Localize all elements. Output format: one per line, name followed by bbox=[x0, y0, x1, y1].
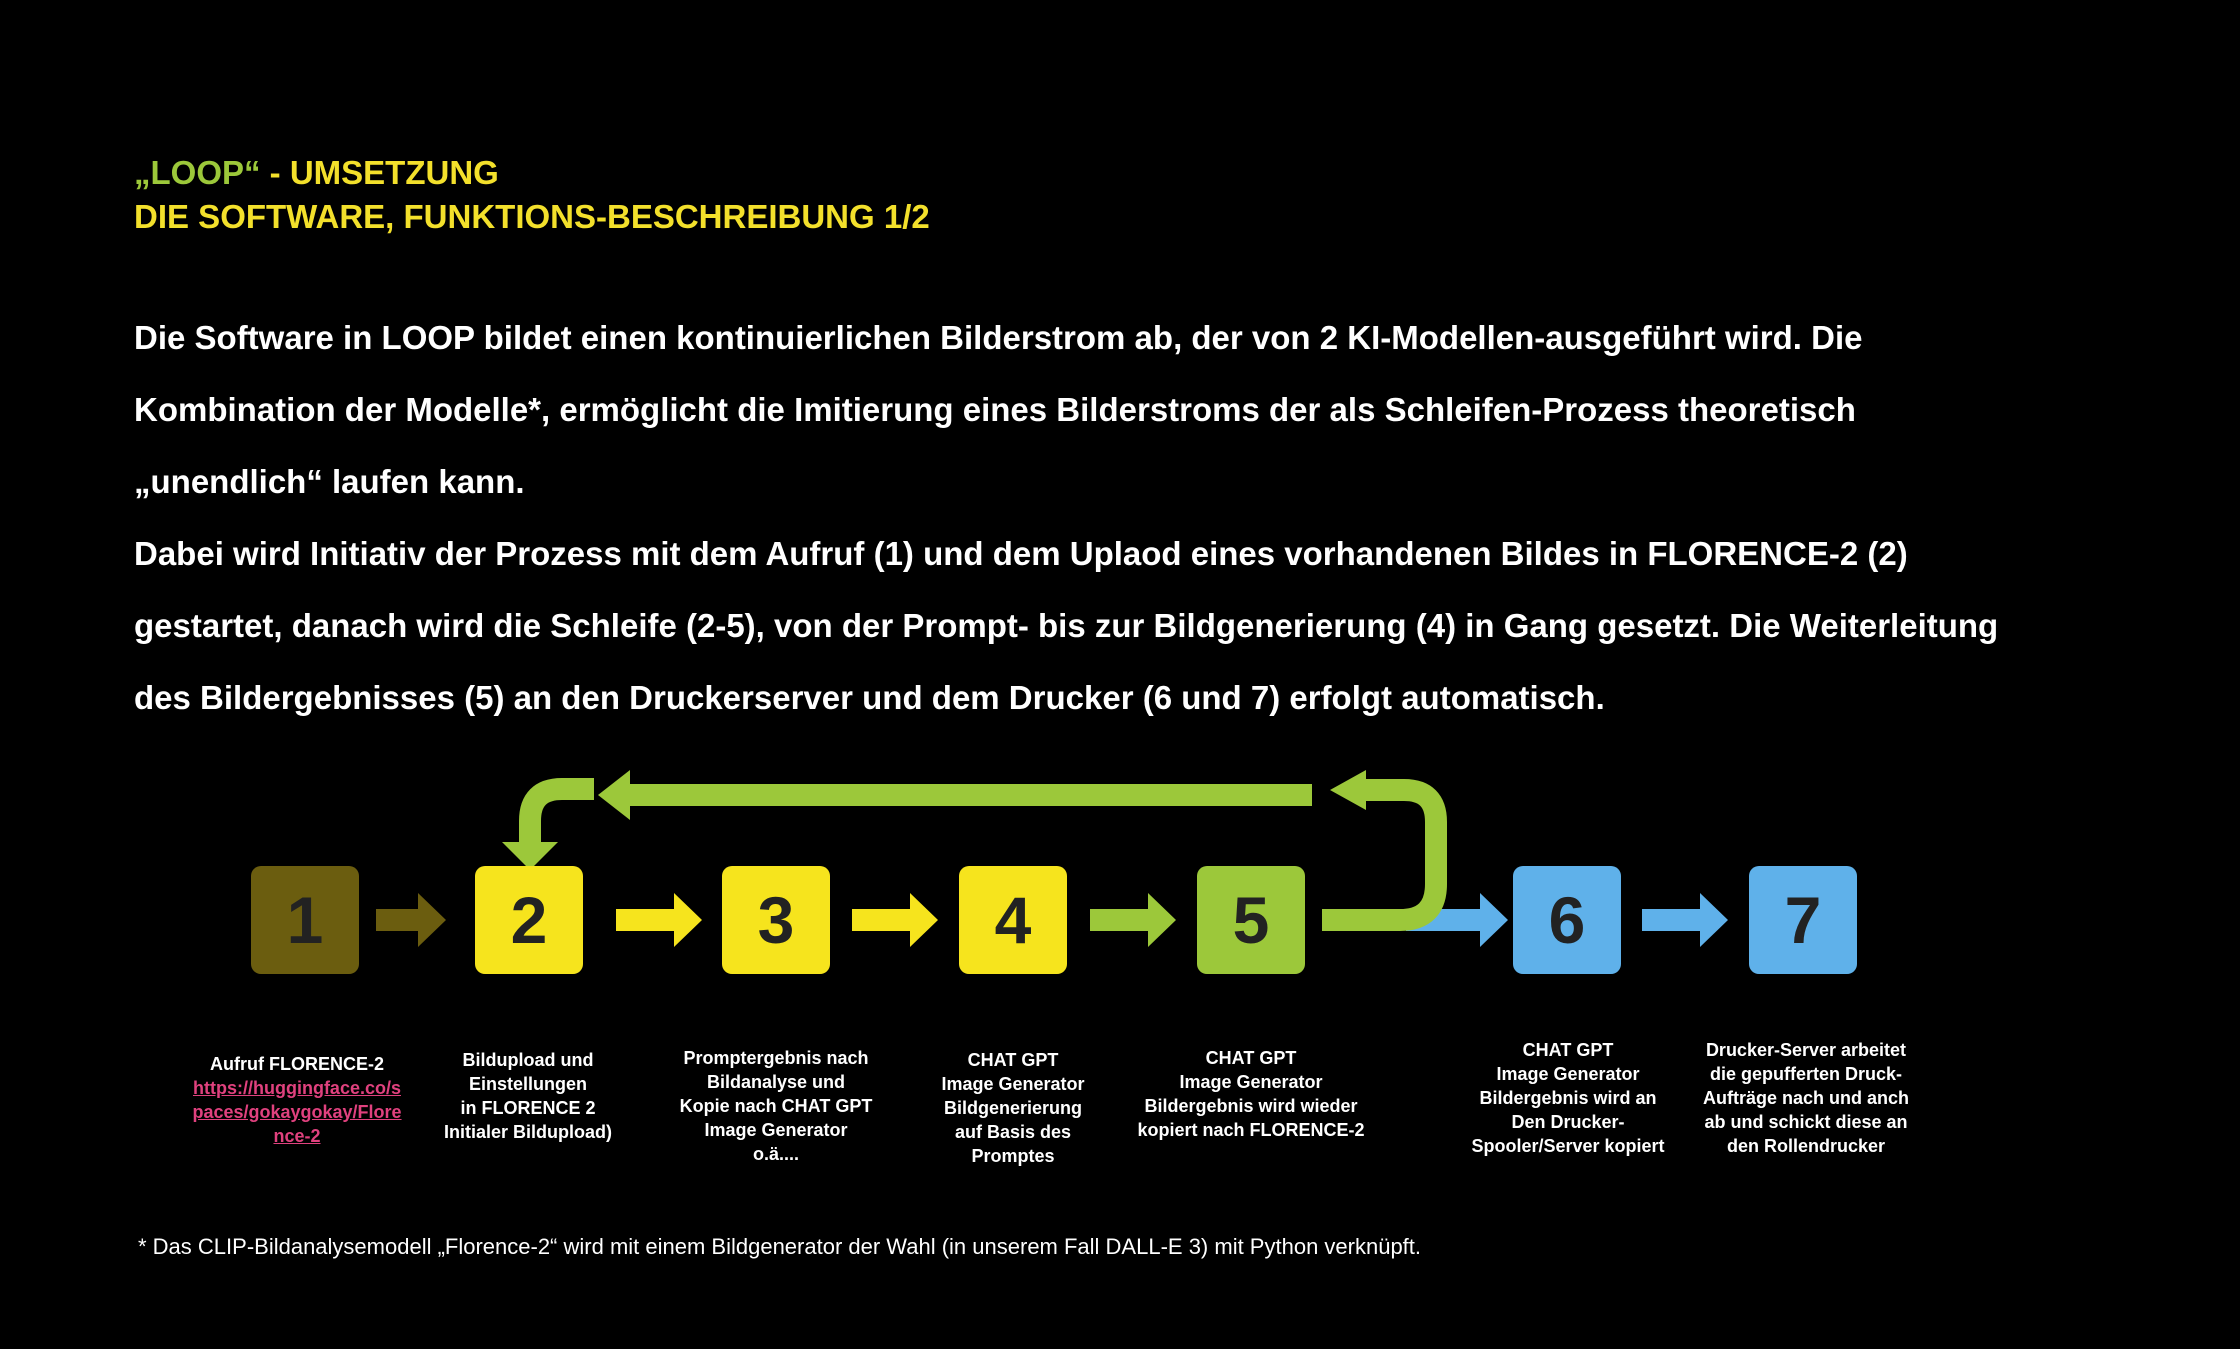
slide-heading-line-2: DIE SOFTWARE, FUNKTIONS-BESCHREIBUNG 1/2 bbox=[134, 198, 930, 235]
step-caption-3 bbox=[656, 1046, 896, 1166]
arrow-4-to-5 bbox=[1090, 893, 1176, 947]
step-caption-2 bbox=[408, 1048, 648, 1144]
caption-line: Spooler/Server kopiert bbox=[1471, 1136, 1665, 1156]
caption-line: Bildgenerierung bbox=[943, 1098, 1082, 1118]
footnote: * Das CLIP-Bildanalysemodell „Florence-2“ wird mit einem Bildgenerator der Wahl (in unserem Fall DALL-E 3) mit Python verknüpft. bbox=[138, 1234, 1422, 1259]
caption-line: Initialer Bildupload) bbox=[443, 1122, 612, 1142]
step-box-4 bbox=[959, 866, 1067, 974]
caption-line: Drucker-Server arbeitet bbox=[1705, 1040, 1907, 1060]
arrow-3-to-4 bbox=[852, 893, 938, 947]
caption-line: die gepufferten Druck- bbox=[1709, 1064, 1903, 1084]
step-caption-6 bbox=[1448, 1038, 1688, 1158]
caption-line: Bildanalyse und bbox=[706, 1072, 846, 1092]
step-number: 7 bbox=[1784, 883, 1822, 957]
step-box-7 bbox=[1749, 866, 1857, 974]
paragraph-line: des Bildergebnisses (5) an den Druckerserver und dem Drucker (6 und 7) erfolgt automatisch. bbox=[134, 679, 1605, 716]
caption-line: o.ä.... bbox=[752, 1144, 799, 1164]
link-line: paces/gokaygokay/Flore bbox=[192, 1102, 402, 1122]
caption-line: Bildergebnis wird wieder bbox=[1144, 1096, 1358, 1116]
paragraph-line: Dabei wird Initiativ der Prozess mit dem Aufruf (1) und dem Uplaod eines vorhandenen Bildes in FLORENCE-2 (2) bbox=[134, 535, 1908, 572]
step-caption-4 bbox=[893, 1048, 1133, 1168]
florence-link[interactable] bbox=[177, 1076, 417, 1148]
step-caption-5 bbox=[1131, 1046, 1371, 1142]
caption-line: Image Generator bbox=[1496, 1064, 1640, 1084]
caption-line: Kopie nach CHAT GPT bbox=[679, 1096, 873, 1116]
step-caption-1 bbox=[177, 1052, 417, 1148]
caption-line: Image Generator bbox=[941, 1074, 1085, 1094]
caption-line: Bildupload und bbox=[462, 1050, 594, 1070]
step-box-5 bbox=[1197, 866, 1305, 974]
step-box-6 bbox=[1513, 866, 1621, 974]
caption-line: CHAT GPT bbox=[1522, 1040, 1614, 1060]
caption-line: ab und schickt diese an bbox=[1704, 1112, 1908, 1132]
step-number: 1 bbox=[286, 883, 324, 957]
caption-line: Aufruf FLORENCE-2 bbox=[210, 1054, 384, 1074]
caption-line: in FLORENCE 2 bbox=[460, 1098, 596, 1118]
loop-arrowhead-right bbox=[1330, 770, 1366, 810]
paragraph-line: gestartet, danach wird die Schleife (2-5), von der Prompt- bis zur Bildgenerierung (4) in Gang gesetzt. Die Weiterleitung bbox=[134, 607, 1999, 644]
step-number: 6 bbox=[1548, 883, 1586, 957]
arrow-2-to-3 bbox=[616, 893, 702, 947]
arrow-6-to-7 bbox=[1642, 893, 1728, 947]
step-caption-7 bbox=[1686, 1038, 1926, 1158]
caption-line: Bildergebnis wird an bbox=[1479, 1088, 1657, 1108]
link-line: https://huggingface.co/s bbox=[192, 1078, 401, 1098]
step-box-3 bbox=[722, 866, 830, 974]
caption-line: Den Drucker- bbox=[1511, 1112, 1625, 1132]
step-box-2 bbox=[475, 866, 583, 974]
paragraph-line: „unendlich“ laufen kann. bbox=[134, 463, 525, 500]
caption-line: auf Basis des bbox=[954, 1122, 1072, 1142]
caption-line: Aufträge nach und anch bbox=[1702, 1088, 1909, 1108]
step-number: 3 bbox=[757, 883, 795, 957]
heading-rest: - UMSETZUNG bbox=[260, 154, 499, 191]
caption-line: CHAT GPT bbox=[1205, 1048, 1297, 1068]
caption-line: Image Generator bbox=[1179, 1072, 1323, 1092]
arrow-1-to-2 bbox=[376, 893, 446, 947]
step-number: 2 bbox=[510, 883, 548, 957]
link-line: nce-2 bbox=[273, 1126, 321, 1146]
loop-arrowhead-left bbox=[598, 770, 630, 820]
caption-line: Image Generator bbox=[704, 1120, 848, 1140]
paragraph-line: Die Software in LOOP bildet einen kontinuierlichen Bilderstrom ab, der von 2 KI-Modellen-ausgeführt wird. Die bbox=[134, 319, 1863, 356]
caption-line: CHAT GPT bbox=[967, 1050, 1059, 1070]
caption-line: Promptergebnis nach bbox=[683, 1048, 869, 1068]
step-number: 5 bbox=[1232, 883, 1270, 957]
paragraph-line: Kombination der Modelle*, ermöglicht die Imitierung eines Bilderstroms der als Schleifen-Prozess theoretisch bbox=[134, 391, 1856, 428]
caption-line: Einstellungen bbox=[468, 1074, 587, 1094]
step-number: 4 bbox=[994, 883, 1032, 957]
heading-quote: „LOOP“ bbox=[134, 154, 261, 191]
step-box-1 bbox=[251, 866, 359, 974]
caption-line: den Rollendrucker bbox=[1726, 1136, 1886, 1156]
caption-line: Promptes bbox=[971, 1146, 1055, 1166]
caption-line: kopiert nach FLORENCE-2 bbox=[1137, 1120, 1365, 1140]
